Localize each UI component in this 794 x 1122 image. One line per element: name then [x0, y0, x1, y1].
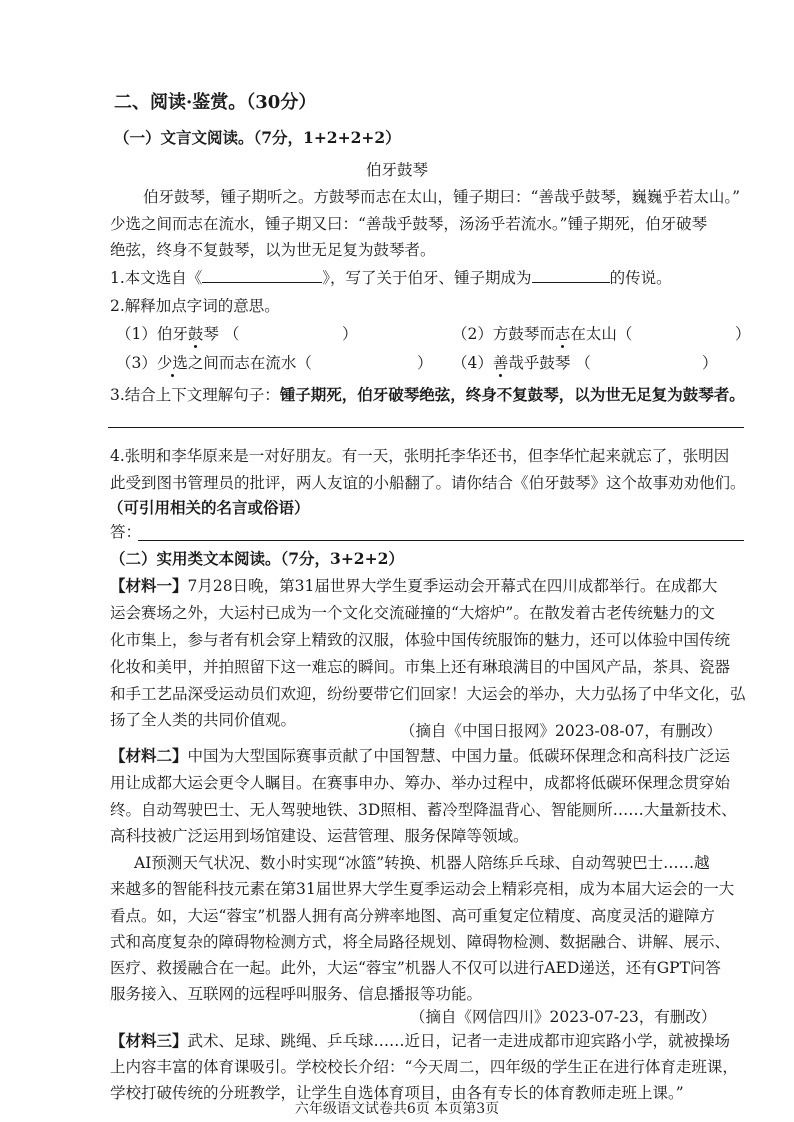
q4-answer-line[interactable]: [138, 540, 744, 541]
material1-line-4: 化妆和美甲，并拍照留下这一难忘的瞬间。市集上还有琳琅满目的中国风产品，茶具、瓷器: [110, 658, 731, 676]
material2-text-1: 中国为大型国际赛事贡献了中国智慧、中国力量。低碳环保理念和高科技广泛运: [187, 747, 731, 765]
part1-heading: （一）文言文阅读。（7分，1+2+2+2）: [114, 128, 401, 147]
q2-item-4-pre: （4）: [452, 354, 493, 372]
material2-line-6: 来越多的智能科技元素在第31届世界大学生夏季运动会上精彩亮相，成为本届大运会的一大: [110, 880, 735, 898]
material3-line-2: 上内容丰富的体育课吸引。学校校长介绍：“今天周二，四年级的学生正在进行体育走班课，: [110, 1058, 738, 1076]
passage-line-3: 绝弦，终身不复鼓琴，以为世无足复为鼓琴者。: [110, 241, 436, 259]
q2-item-3-post: 之间而志在流水（: [187, 354, 312, 372]
material2-line-7: 看点。如，大运“蓉宝”机器人拥有高分辨率地图、高可重复定位精度、高度灵活的避障方: [110, 907, 715, 925]
q2-item-2-post: 在太山（: [570, 325, 633, 343]
q2-item-2-pre: （2）方鼓琴而: [452, 325, 555, 343]
question-3: [110, 385, 745, 405]
passage-title: 伯牙鼓琴: [365, 161, 428, 179]
q2-item-1-pre: （1）伯牙: [116, 325, 188, 343]
q4-answer-label: 答：: [110, 523, 142, 541]
q3-answer-line[interactable]: [108, 427, 744, 428]
q2-item-1-dotted: 鼓: [187, 325, 204, 343]
passage-line-1: 伯牙鼓琴，锺子期听之。方鼓琴而志在太山，锺子期曰：“善哉乎鼓琴，巍巍乎若太山。”: [143, 188, 741, 206]
question-1: [110, 268, 672, 288]
section-heading: 二、阅读·鉴赏。（30分）: [114, 92, 317, 113]
q2-item-3-close: ）: [417, 354, 433, 372]
question-2-label: 2.解释加点字词的意思。: [110, 297, 280, 315]
page-footer: 六年级语文试卷共6页 本页第3页: [294, 1101, 500, 1117]
q1-blank-legend[interactable]: [532, 268, 610, 283]
q2-item-4: [452, 353, 591, 373]
material3-line-1: [110, 1031, 730, 1051]
material2-line-9: 医疗、救援融合在一起。此外，大运“蓉宝”机器人不仅可以进行AED递送，还有GPT问答: [110, 959, 721, 977]
q2-item-3-dotted: 少选: [156, 354, 188, 372]
material2-line-2: 用让成都大运会更令人瞩目。在赛事申办、筹办、举办过程中，成都将低碳环保理念贯穿始: [110, 774, 731, 792]
material1-tag: 【材料一】: [110, 576, 188, 595]
q4-note: （可引用相关的名言或俗语）: [108, 498, 310, 517]
q1-blank-source[interactable]: [202, 268, 322, 283]
q1-suffix: 的传说。: [609, 269, 672, 287]
material3-tag: 【材料三】: [110, 1031, 188, 1050]
material2-line-10: 服务接入、互联网的远程呼叫服务、信息播报等功能。: [110, 985, 483, 1003]
q3-sentence: 锺子期死，伯牙破琴绝弦，终身不复鼓琴，以为世无足复为鼓琴者。: [279, 385, 745, 404]
material1-line-1: [110, 576, 717, 596]
q2-item-2: [452, 324, 632, 344]
material2-line-3: 终。自动驾驶巴士、无人驾驶地铁、3D照相、蓄冷型降温背心、智能厕所……大量新技术、: [110, 801, 737, 819]
material1-text-1: 7月28日晚，第31届世界大学生夏季运动会开幕式在四川成都举行。在成都大: [187, 577, 718, 595]
q4-line-1: 4.张明和李华原来是一对好朋友。有一天，张明托李华还书，但李华忙起来就忘了，张明因: [110, 447, 730, 465]
q1-prefix: 1.本文选自《: [110, 269, 203, 287]
material2-line-5: AI预测天气状况、数小时实现“冰篮”转换、机器人陪练乒乓球、自动驾驶巴士……越: [134, 854, 710, 872]
material1-line-6: 扬了全人类的共同价值观。: [110, 711, 297, 729]
material1-line-3: 化市集上，参与者有机会穿上精致的汉服，体验中国传统服饰的魅力，还可以体验中国传统: [110, 631, 731, 649]
q2-item-4-close: ）: [702, 354, 718, 372]
q3-prefix: 3.结合上下文理解句子：: [110, 386, 280, 404]
material2-line-4: 高科技被广泛运用到场馆建设、运营管理、服务保障等领域。: [110, 827, 529, 845]
q2-item-3-pre: （3）: [116, 354, 157, 372]
material3-text-1: 武术、足球、跳绳、乒乓球……近日，记者一走进成都市迎宾路小学，就被操场: [187, 1032, 731, 1050]
material3-line-3: 学校打破传统的分班教学，让学生自选体育项目，由各有专长的体育教师走班上课。”: [110, 1084, 684, 1102]
material1-line-2: 运会赛场之外，大运村已成为一个文化交流碰撞的“大熔炉”。在散发着古老传统魅力的文: [110, 604, 715, 622]
material2-line-1: [110, 746, 730, 766]
q2-item-2-close: ）: [735, 325, 751, 343]
q2-item-4-dotted: 善: [492, 354, 509, 372]
material1-line-5: 和手工艺品深受运动员们欢迎，纷纷要带它们回家！大运会的举办，大力弘扬了中华文化，弘: [110, 685, 746, 703]
passage-line-2: 少选之间而志在流水，锺子期又曰：“善哉乎鼓琴，汤汤乎若流水。”锺子期死，伯牙破琴: [110, 215, 708, 233]
q2-item-1-close: ）: [342, 325, 358, 343]
material2-line-8: 式和高度复杂的障碍物检测方式，将全局路径规划、障碍物检测、数据融合、讲解、展示、: [110, 933, 731, 951]
q2-item-1: [116, 324, 239, 344]
q2-item-2-dotted: 志: [554, 325, 571, 343]
material2-tag: 【材料二】: [110, 746, 188, 765]
q1-middle: 》，写了关于伯牙、锺子期成为: [322, 269, 532, 287]
q2-item-3: [116, 353, 312, 373]
material2-source: （摘自《网信四川》2023-07-23，有删改）: [410, 1008, 717, 1026]
q2-item-4-post: 哉乎鼓琴 （: [508, 354, 591, 372]
q2-item-1-post: 琴 （: [203, 325, 240, 343]
q4-line-2: 此受到图书管理员的批评，两人友谊的小船翻了。请你结合《伯牙鼓琴》这个故事劝劝他们。: [110, 474, 746, 492]
part2-heading: （二）实用类文本阅读。（7分，3+2+2）: [110, 549, 404, 568]
material1-source: （摘自《中国日报网》2023-08-07，有删改）: [400, 722, 722, 740]
